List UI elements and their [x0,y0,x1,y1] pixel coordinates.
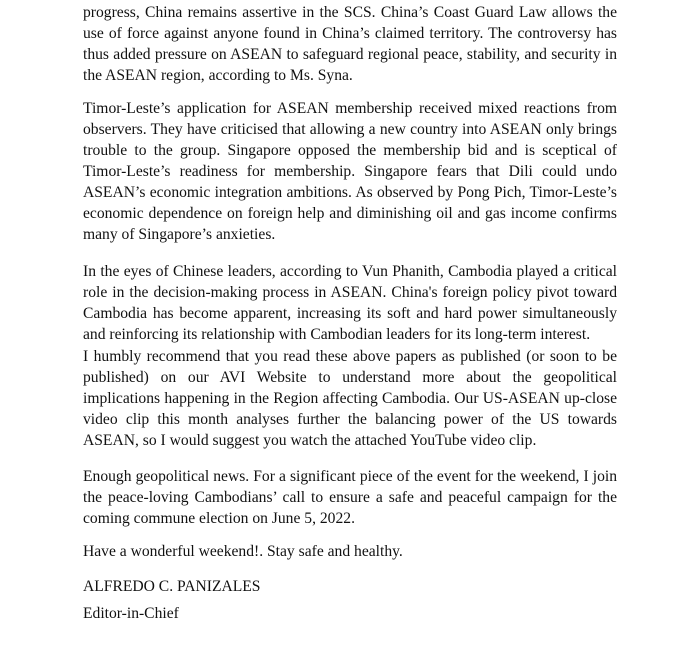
paragraph-timor-leste: Timor-Leste’s application for ASEAN membership received mixed reactions from observers. They have criticised that allowing a new country into ASEAN only brings trouble to the group. Singapore opposed the membership bid and is sceptical of Timor-Leste’s readiness for membership. Singapore fears that Dili could undo ASEAN’s economic integration ambitions. As observed by Pong Pich, Timor-Leste’s economic dependence on foreign help and diminishing oil and gas income confirms many of Singapore’s anxieties. [83,100,617,243]
paragraph-commune-election: Enough geopolitical news. For a significant piece of the event for the weekend, I join the peace-loving Cambodians’ call to ensure a safe and peaceful campaign for the coming commune election on June 5, 2022. [83,468,617,527]
closing-greeting: Have a wonderful weekend!. Stay safe and healthy. [83,543,403,560]
paragraph-china-cambodia: In the eyes of Chinese leaders, according to Vun Phanith, Cambodia played a critical role in the decision-making process in ASEAN. China's foreign policy pivot toward Cambodia has become apparent, increasing its soft and hard power simultaneously and reinforcing its relationship with Cambodian leaders for its long-term interest. [83,263,617,343]
signature-name: ALFREDO C. PANIZALES [83,578,261,595]
paragraph-scs-coast-guard: progress, China remains assertive in the SCS. China’s Coast Guard Law allows the use of force against anyone found in China’s claimed territory. The controversy has thus added pressure on ASEAN to safeguard regional peace, stability, and security in the ASEAN region, according to Ms. Syna. [83,4,617,84]
paragraph-recommendation: I humbly recommend that you read these above papers as published (or soon to be published) on our AVI Website to understand more about the geopolitical implications happening in the Region affecting Cambodia. Our US-ASEAN up-close video clip this month analyses further the balancing power of the US towards ASEAN, so I would suggest you watch the attached YouTube video clip. [83,348,617,449]
signature-title: Editor-in-Chief [83,605,179,622]
